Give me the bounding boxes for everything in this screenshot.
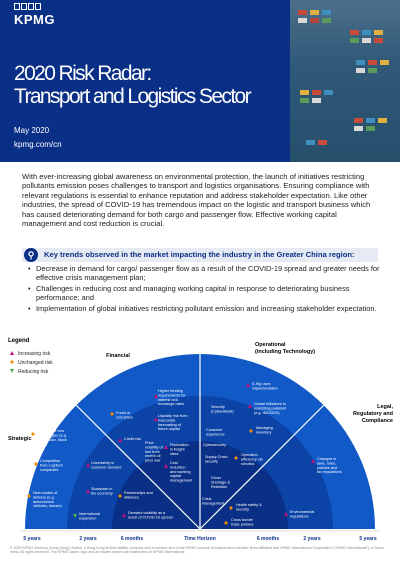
kpmg-logo-boxes [14, 3, 41, 10]
unchanged-risk-icon [10, 360, 14, 364]
reducing-risk-icon [10, 369, 14, 373]
risk-freight-fluctuation: Fluctuation in freight rates [170, 443, 189, 456]
increasing-risk-icon [10, 351, 14, 355]
axis-label-right-2y: 2 years [303, 536, 321, 542]
axis-label-center: Time Horizon [184, 536, 216, 542]
risk-international-expansion: International expansion [79, 512, 100, 521]
risk-cross-border: Cross border trade policies [231, 518, 254, 527]
risk-competition: Competition from LogTech companies [40, 459, 64, 472]
cover-header [0, 0, 400, 162]
risk-cost-reduction: Cost reduction and working capital management [170, 461, 193, 483]
website-link[interactable]: kpmg.com/cn [14, 140, 62, 149]
risk-changes-laws: Changes in laws, rules, policies and tax regulations [317, 457, 342, 475]
report-title [14, 62, 250, 108]
risk-global-initiatives: Global initiatives to restricting pollutant (e.g. IMO2020) [254, 402, 286, 415]
risk-environmental: Environmental regulations [290, 510, 315, 519]
risk-higher-interest: Higher funding requirements for interest and exchange rates [158, 389, 186, 407]
risk-partnerships: Partnerships and alliances [124, 491, 153, 500]
kpmg-logo: KPMG [14, 12, 55, 27]
risk-security: Security (Cyberattack) [211, 405, 234, 414]
category-legal-3: Compliance [361, 418, 393, 424]
risk-liquidity: Liquidity risk from inaccurate forecasting of future capital [158, 414, 188, 432]
category-legal-1: Legal, [377, 404, 393, 410]
risk-uncertainty-demand: Uncertainty in customer demand [91, 461, 122, 470]
risk-price-volatility: Price volatility of fuel from recent oil price war [145, 441, 163, 463]
risk-credit: Credit risk [124, 437, 142, 441]
risk-operation-efficiency: Operation efficiency via robotics [241, 453, 263, 466]
category-operational-2: (including Technology) [255, 349, 316, 355]
list-item: • Challenges in reducing cost and managing working capital in response to deteriorating business performance; and [30, 284, 386, 302]
risk-managing-inventory: Managing inventory [256, 426, 273, 435]
risk-crisis-management: Crisis management [202, 497, 225, 506]
risk-demand-volatility: Demand volatility as a result of COVID-19 spread [128, 511, 173, 520]
category-legal-2: Regulatory and [352, 411, 393, 417]
intro-paragraph: With ever-increasing global awareness on environmental protection, the launch of initiatives restricting pollutants emission poses challenges to transport and logistics organisations. Ensuring compliance with relevant regulations is essential to enhance reputation and address stakeholder expectation. Like other industries, the spread of COVID-19 has tremendous impact on the logistic and transport business which has caused deteriorating demand for both cargo and passenger flow. Effective working capital management and cost reduction is crucial. [22, 172, 371, 229]
list-item: • Implementation of global initiatives restricting pollutant emission and increasing stakeholder expectation. [30, 304, 386, 313]
list-item: • Decrease in demand for cargo/ passenger flow as a result of the COVID-19 spread and greater needs for effective crisis management plan; [30, 264, 386, 282]
legend-item-increasing: Increasing risk [18, 351, 51, 357]
axis-label-left-2y: 2 years [79, 536, 97, 542]
legend-item-unchanged: Unchanged risk [18, 360, 53, 366]
risk-radar-diagram [0, 322, 400, 544]
container-ship-image [290, 0, 400, 162]
trends-heading: Key trends observed in the market impacting the industry in the Greater China region: [44, 250, 355, 259]
axis-label-left-6m: 6 months [120, 536, 144, 542]
risk-cybersecurity: Cybersecurity [203, 443, 227, 447]
risk-slowdown: Slowdown in the economy [91, 487, 113, 496]
risk-driver-shortage: Driver Shortage & Retention [211, 476, 230, 489]
category-strategic: Strategic [8, 436, 32, 442]
category-financial: Financial [106, 353, 130, 359]
report-date: May 2020 [14, 126, 50, 135]
legend-title: Legend [8, 338, 30, 344]
unchanged-risk-icon [31, 432, 35, 436]
report-title-line-2: Transport and Logistics Sector [14, 85, 251, 108]
risk-fraud: Fraud or corruption [116, 411, 133, 420]
risk-esg: E-Sig uses implementation [252, 382, 278, 391]
magnifier-icon: ⚲ [24, 248, 38, 262]
risk-new-delivery-modes: New modes of delivery (e.g. autonomous vehicles, drones) [33, 491, 62, 509]
risk-health-safety: Health safety & security [236, 503, 262, 512]
legend-item-reducing: Reducing risk [18, 369, 49, 375]
axis-label-left-5y: 5 years [23, 536, 41, 542]
risk-customer-experience: Customer experience [206, 428, 225, 437]
category-operational-1: Operational [255, 342, 286, 348]
axis-label-right-6m: 6 months [256, 536, 280, 542]
trends-list [22, 264, 386, 315]
risk-supply-chain: Supply Chain security [205, 455, 228, 464]
risk-adoption-tech: Adoption of new technologies (e.g. automation, block chain) [37, 429, 67, 447]
axis-label-right-5y: 5 years [359, 536, 377, 542]
legal-footer: © 2020 KPMG Advisory (Hong Kong) Limited, a Hong Kong limited liability company and a member firm of the KPMG network of independent member firms affiliated with KPMG International Cooperative ("KPMG International"), a Swiss entity. All rights reserved. The KPMG name, logo and all related names are trademarks of KPMG International. [10, 546, 384, 555]
report-title-line-1: 2020 Risk Radar: [14, 62, 151, 85]
